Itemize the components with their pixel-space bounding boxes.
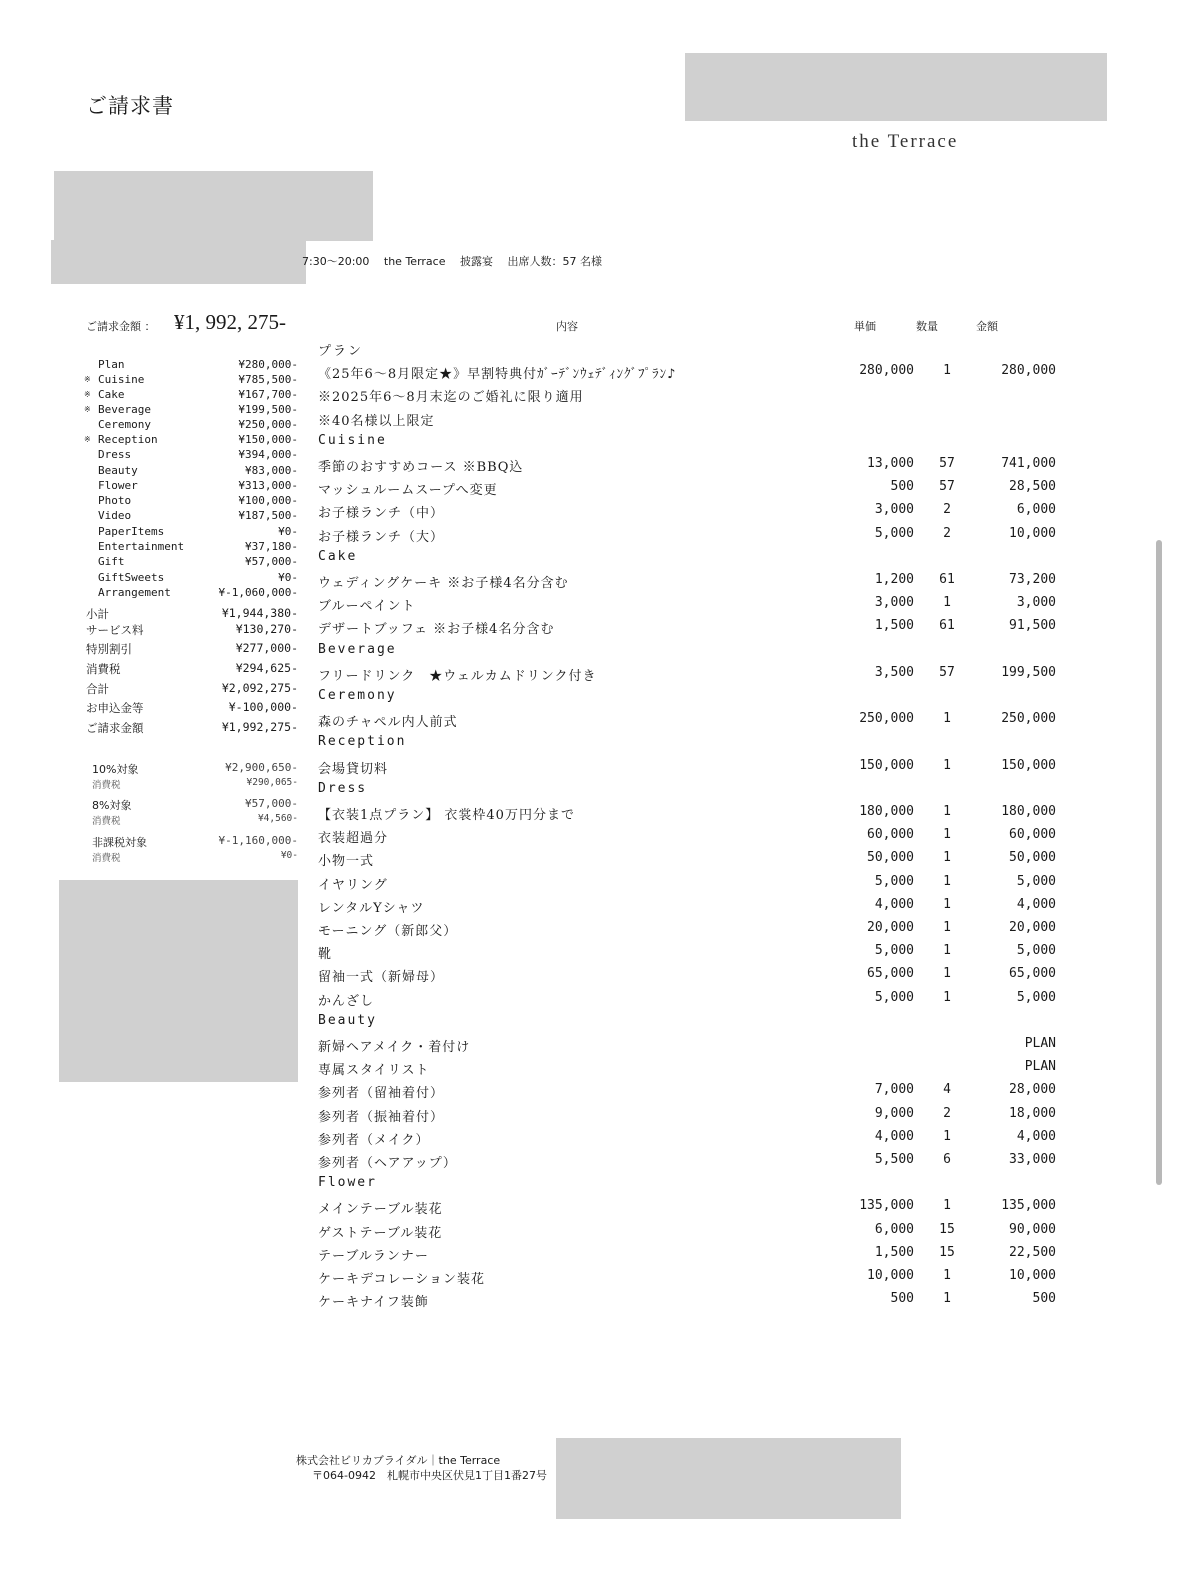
item-unit-price: 3,500 bbox=[874, 664, 914, 680]
totals-label: ご請求金額 bbox=[86, 721, 144, 735]
tax-sub-amount: ¥0- bbox=[280, 850, 298, 861]
item-unit-price: 9,000 bbox=[874, 1105, 914, 1121]
item-name: レンタルYシャツ bbox=[318, 900, 425, 916]
item-unit-price: 10,000 bbox=[867, 1268, 914, 1283]
item-quantity: 1 bbox=[943, 1268, 951, 1283]
tax-label: 8%対象 bbox=[92, 799, 132, 812]
item-amount: 135,000 bbox=[1001, 1198, 1056, 1214]
item-name: 専属スタイリスト bbox=[318, 1063, 430, 1079]
item-row bbox=[318, 758, 1058, 780]
summary-amount: ¥0- bbox=[278, 525, 298, 538]
item-row bbox=[318, 618, 1058, 640]
item-unit-price: 3,000 bbox=[874, 595, 914, 611]
item-row bbox=[318, 897, 1058, 919]
summary-row bbox=[84, 525, 298, 540]
totals-row bbox=[86, 700, 298, 718]
summary-row bbox=[84, 418, 298, 433]
item-unit-price: 1,500 bbox=[874, 1244, 914, 1260]
tax-amount: ¥57,000- bbox=[245, 797, 298, 810]
item-amount: 250,000 bbox=[1001, 711, 1056, 727]
item-amount: 4,000 bbox=[1016, 1128, 1056, 1144]
item-amount: 60,000 bbox=[1009, 827, 1056, 843]
item-amount: 10,000 bbox=[1009, 525, 1056, 541]
totals-amount: ¥277,000- bbox=[235, 641, 298, 655]
item-unit-price: 500 bbox=[890, 1291, 914, 1307]
summary-row bbox=[84, 388, 298, 403]
item-category-row bbox=[318, 642, 1058, 664]
item-quantity: 57 bbox=[939, 664, 955, 680]
totals-row bbox=[86, 641, 298, 659]
summary-mark: ※ bbox=[84, 435, 91, 444]
item-amount: 741,000 bbox=[1001, 456, 1056, 471]
redacted-block bbox=[59, 880, 298, 1082]
totals-label: 小計 bbox=[86, 607, 109, 621]
summary-row bbox=[84, 479, 298, 494]
item-quantity: 1 bbox=[943, 850, 951, 866]
summary-row bbox=[84, 494, 298, 509]
item-row bbox=[318, 943, 1058, 965]
item-row bbox=[318, 1245, 1058, 1267]
totals-label: 消費税 bbox=[86, 662, 121, 676]
item-row bbox=[318, 595, 1058, 617]
item-row bbox=[318, 711, 1058, 733]
redacted-block bbox=[685, 53, 1107, 121]
item-row bbox=[318, 966, 1058, 988]
item-quantity: 1 bbox=[943, 757, 951, 773]
item-row bbox=[318, 479, 1058, 501]
item-row bbox=[318, 572, 1058, 594]
summary-amount: ¥187,500- bbox=[238, 509, 298, 522]
totals-label: 特別割引 bbox=[86, 642, 132, 656]
item-quantity: 15 bbox=[939, 1244, 955, 1260]
summary-amount: ¥150,000- bbox=[238, 433, 298, 446]
item-row bbox=[318, 456, 1058, 478]
item-amount: 28,500 bbox=[1009, 479, 1056, 495]
item-row bbox=[318, 850, 1058, 872]
item-amount: 90,000 bbox=[1009, 1221, 1056, 1237]
item-unit-price: 5,000 bbox=[874, 873, 914, 889]
item-name: Dress bbox=[318, 780, 368, 796]
item-row bbox=[318, 1152, 1058, 1174]
item-quantity: 61 bbox=[939, 618, 955, 634]
item-quantity: 1 bbox=[943, 1128, 951, 1144]
totals-amount: ¥2,092,275- bbox=[221, 681, 298, 695]
item-name: 小物一式 bbox=[318, 854, 375, 870]
item-unit-price: 500 bbox=[890, 479, 914, 495]
totals-label: サービス料 bbox=[86, 623, 144, 637]
summary-row bbox=[84, 586, 298, 601]
item-amount: 28,000 bbox=[1009, 1082, 1056, 1098]
totals-label: お申込金等 bbox=[86, 701, 144, 715]
item-unit-price: 1,200 bbox=[874, 572, 914, 587]
summary-amount: ¥199,500- bbox=[238, 403, 298, 416]
totals-amount: ¥-100,000- bbox=[228, 700, 298, 714]
vertical-scrollbar[interactable] bbox=[1156, 540, 1162, 1185]
summary-label: Cake bbox=[98, 388, 125, 401]
item-quantity: 6 bbox=[943, 1152, 951, 1167]
item-amount: 150,000 bbox=[1001, 757, 1056, 773]
item-unit-price: 60,000 bbox=[867, 827, 914, 843]
totals-label: 合計 bbox=[86, 682, 109, 696]
summary-mark: ※ bbox=[84, 405, 91, 414]
item-name: ケーキデコレーション装花 bbox=[318, 1272, 485, 1287]
item-name: 靴 bbox=[318, 947, 333, 963]
item-amount: 18,000 bbox=[1009, 1105, 1056, 1121]
item-quantity: 57 bbox=[939, 479, 955, 495]
item-amount: 3,000 bbox=[1016, 595, 1056, 611]
summary-label: Beverage bbox=[98, 403, 151, 416]
item-amount: 180,000 bbox=[1001, 804, 1056, 819]
item-quantity: 1 bbox=[943, 943, 951, 959]
item-quantity: 61 bbox=[939, 572, 955, 587]
item-amount: 20,000 bbox=[1009, 920, 1056, 935]
document-title: ご請求書 bbox=[86, 94, 174, 118]
tax-label: 10%対象 bbox=[92, 763, 139, 776]
item-amount: 500 bbox=[1032, 1291, 1056, 1307]
tax-sub-label: 消費税 bbox=[92, 853, 121, 864]
summary-amount: ¥313,000- bbox=[238, 479, 298, 492]
item-name: ※40名様以上限定 bbox=[318, 413, 435, 429]
item-name: 森のチャペル内人前式 bbox=[318, 715, 458, 731]
item-name: Reception bbox=[318, 734, 407, 750]
item-row bbox=[318, 410, 1058, 432]
item-name: 《25年6〜8月限定★》早割特典付ｶﾞｰﾃﾞﾝｳｪﾃﾞｨﾝｸﾞﾌﾟﾗﾝ♪ bbox=[318, 367, 677, 383]
item-amount: 5,000 bbox=[1016, 989, 1056, 1005]
item-quantity: 1 bbox=[943, 873, 951, 889]
item-name: お子様ランチ（中） bbox=[318, 506, 445, 522]
summary-label: Ceremony bbox=[98, 418, 151, 431]
item-amount: PLAN bbox=[1024, 1059, 1056, 1075]
item-category-row bbox=[318, 340, 1058, 362]
item-name: フリードリンク ★ウェルカムドリンク付き bbox=[318, 668, 597, 684]
footer-address: 〒064-0942 札幌市中央区伏見1丁目1番27号 bbox=[312, 1469, 547, 1482]
summary-amount: ¥785,500- bbox=[238, 373, 298, 386]
item-unit-price: 250,000 bbox=[859, 711, 914, 727]
item-quantity: 1 bbox=[943, 966, 951, 982]
column-content: 内容 bbox=[556, 320, 578, 333]
item-table-header bbox=[318, 318, 1058, 334]
item-name: お子様ランチ（大） bbox=[318, 529, 445, 545]
summary-label: GiftSweets bbox=[98, 571, 165, 584]
item-row bbox=[318, 386, 1058, 408]
item-quantity: 2 bbox=[943, 1105, 951, 1121]
item-quantity: 57 bbox=[939, 456, 955, 471]
totals-row bbox=[86, 661, 298, 679]
item-category-row bbox=[318, 688, 1058, 710]
item-unit-price: 135,000 bbox=[859, 1198, 914, 1214]
item-name: 参列者（留袖着付） bbox=[318, 1086, 445, 1102]
totals-amount: ¥294,625- bbox=[235, 661, 298, 675]
redacted-block bbox=[51, 240, 306, 284]
item-amount: 65,000 bbox=[1009, 966, 1056, 982]
totals-row bbox=[86, 622, 298, 640]
event-info-line: 7:30〜20:00 the Terrace 披露宴 出席人数：57 名様 bbox=[302, 255, 602, 268]
item-row bbox=[318, 502, 1058, 524]
item-quantity: 1 bbox=[943, 363, 951, 379]
item-amount: 22,500 bbox=[1009, 1244, 1056, 1260]
tax-sub-amount: ¥4,560- bbox=[257, 813, 298, 824]
column-amount: 金額 bbox=[976, 320, 998, 333]
summary-row bbox=[84, 509, 298, 524]
item-quantity: 2 bbox=[943, 502, 951, 518]
summary-row bbox=[84, 571, 298, 586]
tax-sub-amount: ¥290,065- bbox=[246, 777, 298, 788]
summary-row bbox=[84, 358, 298, 373]
item-name: Flower bbox=[318, 1175, 377, 1191]
item-amount: 280,000 bbox=[1001, 363, 1056, 379]
item-name: ケーキナイフ装飾 bbox=[318, 1295, 429, 1311]
item-row bbox=[318, 526, 1058, 548]
item-unit-price: 13,000 bbox=[867, 456, 914, 471]
column-quantity: 数量 bbox=[916, 320, 938, 333]
summary-mark: ※ bbox=[84, 390, 91, 399]
item-amount: 33,000 bbox=[1009, 1152, 1056, 1167]
redacted-block bbox=[556, 1438, 901, 1519]
item-row bbox=[318, 1198, 1058, 1220]
item-amount: 199,500 bbox=[1001, 664, 1056, 680]
totals-amount: ¥1,992,275- bbox=[221, 720, 298, 734]
item-quantity: 1 bbox=[943, 827, 951, 843]
item-row bbox=[318, 1129, 1058, 1151]
summary-label: Photo bbox=[98, 494, 132, 507]
totals-row bbox=[86, 681, 298, 699]
item-category-row bbox=[318, 549, 1058, 571]
summary-amount: ¥0- bbox=[278, 571, 298, 584]
item-unit-price: 6,000 bbox=[874, 1221, 914, 1237]
item-quantity: 1 bbox=[943, 920, 951, 935]
item-name: かんざし bbox=[318, 993, 375, 1009]
column-unit-price: 単価 bbox=[854, 320, 876, 333]
item-unit-price: 280,000 bbox=[859, 363, 914, 379]
item-name: Beverage bbox=[318, 641, 397, 657]
item-unit-price: 50,000 bbox=[867, 850, 914, 866]
item-name: ゲストテーブル装花 bbox=[318, 1225, 443, 1241]
item-name: 参列者（ヘアアップ） bbox=[318, 1156, 457, 1171]
item-category-row bbox=[318, 1013, 1058, 1035]
item-name: Cuisine bbox=[318, 432, 387, 448]
item-name: Beauty bbox=[318, 1012, 377, 1028]
summary-amount: ¥100,000- bbox=[238, 494, 298, 507]
item-amount: 91,500 bbox=[1009, 618, 1056, 634]
item-name: 参列者（振袖着付） bbox=[318, 1109, 445, 1125]
summary-label: Dress bbox=[98, 448, 132, 461]
summary-label: Beauty bbox=[98, 464, 138, 477]
item-amount: 73,200 bbox=[1009, 572, 1056, 587]
summary-label: Plan bbox=[98, 358, 125, 371]
item-row bbox=[318, 920, 1058, 942]
summary-amount: ¥394,000- bbox=[238, 448, 298, 461]
item-quantity: 1 bbox=[943, 711, 951, 727]
item-name: 新婦ヘアメイク・着付け bbox=[318, 1040, 471, 1055]
totals-row bbox=[86, 720, 298, 738]
summary-amount: ¥250,000- bbox=[238, 418, 298, 431]
summary-row bbox=[84, 464, 298, 479]
item-quantity: 1 bbox=[943, 1291, 951, 1307]
tax-label: 非課税対象 bbox=[92, 836, 147, 849]
item-name: デザートブッフェ ※お子様4名分含む bbox=[318, 622, 555, 638]
billing-total-label: ご請求金額 ： bbox=[86, 320, 156, 333]
item-unit-price: 65,000 bbox=[867, 966, 914, 982]
item-amount: 5,000 bbox=[1016, 943, 1056, 959]
item-row bbox=[318, 990, 1058, 1012]
summary-row bbox=[84, 448, 298, 463]
item-name: 衣装超過分 bbox=[318, 831, 389, 847]
item-amount: 50,000 bbox=[1009, 850, 1056, 866]
item-row bbox=[318, 827, 1058, 849]
item-name: モーニング（新郎父） bbox=[318, 924, 458, 939]
summary-label: Video bbox=[98, 509, 132, 522]
summary-row bbox=[84, 403, 298, 418]
summary-mark: ※ bbox=[84, 375, 91, 384]
item-quantity: 15 bbox=[939, 1221, 955, 1237]
item-name: 参列者（メイク） bbox=[318, 1132, 430, 1148]
item-category-row bbox=[318, 433, 1058, 455]
item-name: マッシュルームスープへ変更 bbox=[318, 483, 498, 499]
item-unit-price: 4,000 bbox=[874, 896, 914, 912]
item-row bbox=[318, 1268, 1058, 1290]
summary-label: Reception bbox=[98, 433, 158, 446]
summary-label: Gift bbox=[98, 555, 125, 568]
item-unit-price: 4,000 bbox=[874, 1128, 914, 1144]
redacted-block bbox=[54, 171, 373, 241]
item-quantity: 1 bbox=[943, 595, 951, 611]
item-row bbox=[318, 665, 1058, 687]
item-unit-price: 5,000 bbox=[874, 525, 914, 541]
item-row bbox=[318, 1222, 1058, 1244]
summary-row bbox=[84, 373, 298, 388]
item-amount: 6,000 bbox=[1016, 502, 1056, 518]
item-unit-price: 7,000 bbox=[874, 1082, 914, 1098]
totals-amount: ¥130,270- bbox=[235, 622, 298, 636]
summary-amount: ¥83,000- bbox=[245, 464, 298, 477]
item-name: ウェディングケーキ ※お子様4名分含む bbox=[318, 576, 569, 591]
tax-amount: ¥2,900,650- bbox=[225, 761, 298, 774]
item-name: テーブルランナー bbox=[318, 1248, 429, 1264]
footer-company: 株式会社ビリカブライダル｜the Terrace bbox=[296, 1454, 501, 1467]
item-unit-price: 180,000 bbox=[859, 804, 914, 819]
summary-label: Arrangement bbox=[98, 586, 171, 599]
summary-amount: ¥-1,060,000- bbox=[218, 586, 298, 599]
item-row bbox=[318, 363, 1058, 385]
summary-amount: ¥37,180- bbox=[245, 540, 298, 553]
item-unit-price: 5,000 bbox=[874, 989, 914, 1005]
summary-label: Flower bbox=[98, 479, 138, 492]
tax-sub-label: 消費税 bbox=[92, 780, 121, 791]
totals-amount: ¥1,944,380- bbox=[221, 606, 298, 620]
item-quantity: 1 bbox=[943, 804, 951, 819]
summary-amount: ¥280,000- bbox=[238, 358, 298, 371]
item-category-row bbox=[318, 1175, 1058, 1197]
item-quantity: 1 bbox=[943, 989, 951, 1005]
item-name: Ceremony bbox=[318, 688, 397, 703]
item-name: 留袖一式（新婦母） bbox=[318, 970, 445, 986]
item-category-row bbox=[318, 734, 1058, 756]
summary-row bbox=[84, 433, 298, 448]
item-name: ※2025年6〜8月末迄のご婚礼に限り適用 bbox=[318, 390, 584, 406]
summary-label: Entertainment bbox=[98, 540, 185, 553]
item-amount: PLAN bbox=[1024, 1036, 1056, 1051]
item-name: プラン bbox=[318, 344, 364, 359]
item-name: 季節のおすすめコース ※BBQ込 bbox=[318, 460, 524, 475]
item-row bbox=[318, 1106, 1058, 1128]
tax-sub-label: 消費税 bbox=[92, 816, 121, 827]
item-row bbox=[318, 1082, 1058, 1104]
item-quantity: 1 bbox=[943, 1198, 951, 1214]
item-amount: 10,000 bbox=[1009, 1268, 1056, 1283]
item-quantity: 2 bbox=[943, 525, 951, 541]
summary-row bbox=[84, 555, 298, 570]
item-unit-price: 150,000 bbox=[859, 757, 914, 773]
item-amount: 4,000 bbox=[1016, 896, 1056, 912]
item-name: メインテーブル装花 bbox=[318, 1202, 443, 1218]
item-quantity: 4 bbox=[943, 1082, 951, 1098]
item-row bbox=[318, 874, 1058, 896]
item-unit-price: 3,000 bbox=[874, 502, 914, 518]
item-name: 【衣装1点プラン】 衣裳枠40万円分まで bbox=[318, 808, 575, 823]
item-unit-price: 20,000 bbox=[867, 920, 914, 935]
tax-amount: ¥-1,160,000- bbox=[218, 834, 298, 847]
summary-amount: ¥57,000- bbox=[245, 555, 298, 568]
item-quantity: 1 bbox=[943, 896, 951, 912]
summary-label: PaperItems bbox=[98, 525, 165, 538]
item-unit-price: 1,500 bbox=[874, 618, 914, 634]
item-row bbox=[318, 804, 1058, 826]
brand-name: the Terrace bbox=[852, 131, 959, 152]
item-name: ブルーペイント bbox=[318, 599, 416, 615]
item-row bbox=[318, 1036, 1058, 1058]
item-unit-price: 5,500 bbox=[874, 1152, 914, 1167]
item-row bbox=[318, 1059, 1058, 1081]
item-name: 会場貸切料 bbox=[318, 761, 389, 777]
item-category-row bbox=[318, 781, 1058, 803]
summary-amount: ¥167,700- bbox=[238, 388, 298, 401]
item-amount: 5,000 bbox=[1016, 873, 1056, 889]
item-unit-price: 5,000 bbox=[874, 943, 914, 959]
item-row bbox=[318, 1291, 1058, 1313]
item-name: Cake bbox=[318, 548, 358, 564]
summary-row bbox=[84, 540, 298, 555]
item-name: イヤリング bbox=[318, 877, 388, 893]
billing-total-amount: ¥1, 992, 275- bbox=[174, 310, 286, 334]
summary-label: Cuisine bbox=[98, 373, 145, 386]
